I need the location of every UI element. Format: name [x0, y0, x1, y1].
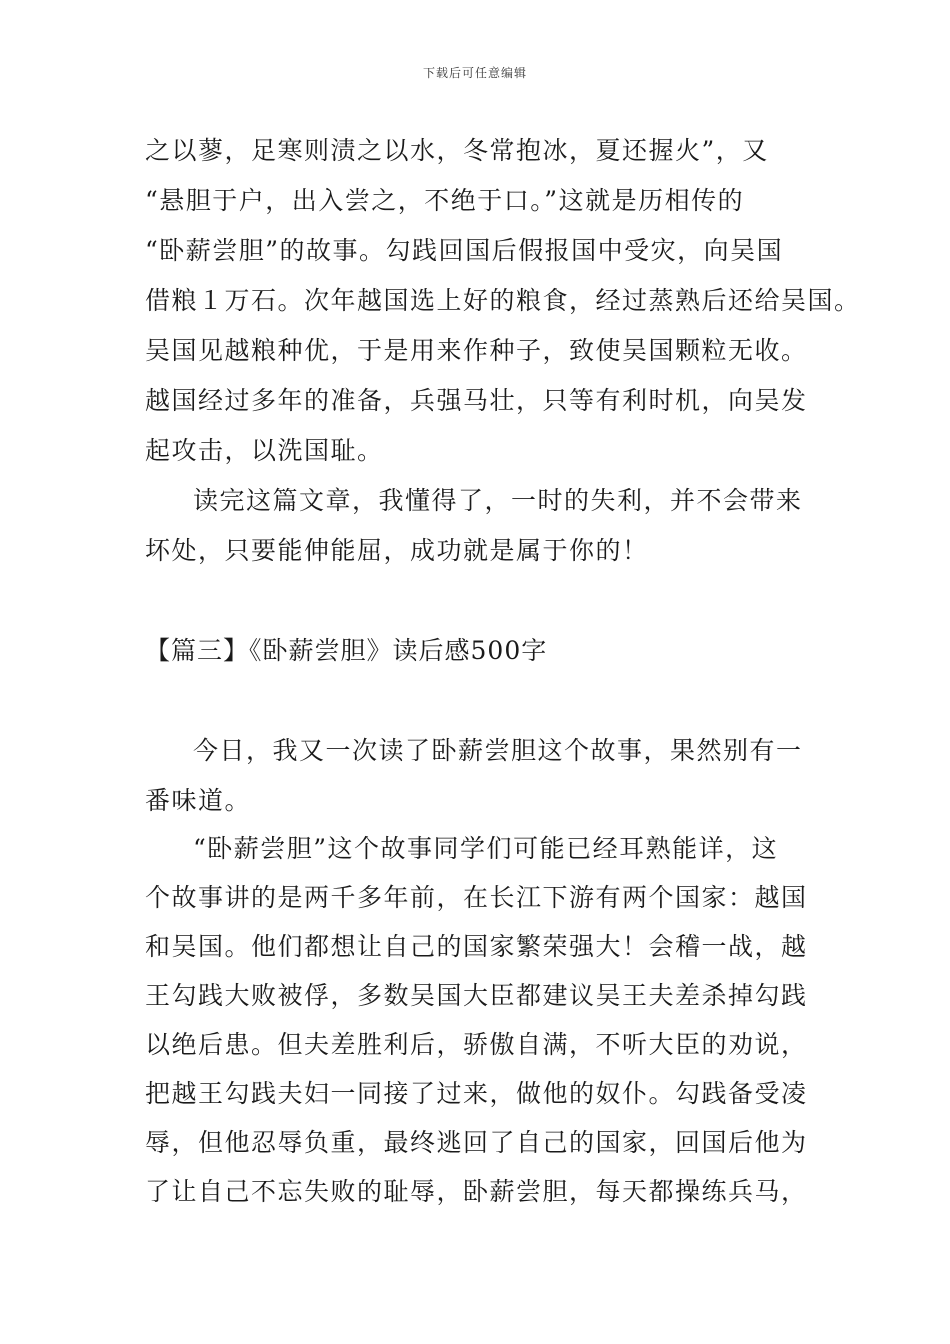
text-line: 和吴国。他们都想让自己的国家繁荣强大！会稽一战，越: [145, 932, 808, 961]
text-line: 了让自己不忘失败的耻辱，卧薪尝胆，每天都操练兵马，: [145, 1177, 808, 1206]
text-line: 读完这篇文章，我懂得了，一时的失利，并不会带来: [193, 486, 803, 515]
text-line: “卧薪尝胆”的故事。勾践回国后假报国中受灾，向吴国: [145, 236, 784, 265]
text-line: 以绝后患。但夫差胜利后，骄傲自满，不听大臣的劝说，: [145, 1030, 808, 1059]
text-line: “卧薪尝胆”这个故事同学们可能已经耳熟能详，这: [193, 834, 779, 863]
section-heading: 【篇三】《卧薪尝胆》读后感500字: [145, 636, 548, 665]
text-line: 辱，但他忍辱负重，最终逃回了自己的国家，回国后他为: [145, 1128, 808, 1157]
text-line: 越国经过多年的准备，兵强马壮，只等有利时机，向吴发: [145, 386, 808, 415]
text-line: 起攻击，以洗国耻。: [145, 436, 384, 465]
text-line: 番味道。: [145, 786, 252, 815]
page-header: 下载后可任意编辑: [422, 66, 527, 80]
text-line: 坏处，只要能伸能屈，成功就是属于你的！: [145, 536, 649, 565]
text-line: 把越王勾践夫妇一同接了过来，做他的奴仆。勾践备受凌: [145, 1079, 808, 1108]
text-line: “悬胆于户，出入尝之，不绝于口。”这就是历相传的: [145, 186, 745, 215]
text-line: 之以蓼，足寒则渍之以水，冬常抱冰，夏还握火”，又: [145, 136, 769, 165]
text-line: 个故事讲的是两千多年前，在长江下游有两个国家：越国: [145, 883, 808, 912]
text-line: 吴国见越粮种优，于是用来作种子，致使吴国颗粒无收。: [145, 336, 808, 365]
text-line: 借粮１万石。次年越国选上好的粮食，经过蒸熟后还给吴国。: [145, 286, 861, 315]
text-line: 今日，我又一次读了卧薪尝胆这个故事，果然别有一: [193, 736, 803, 765]
text-line: 王勾践大败被俘，多数吴国大臣都建议吴王夫差杀掉勾践: [145, 981, 808, 1010]
